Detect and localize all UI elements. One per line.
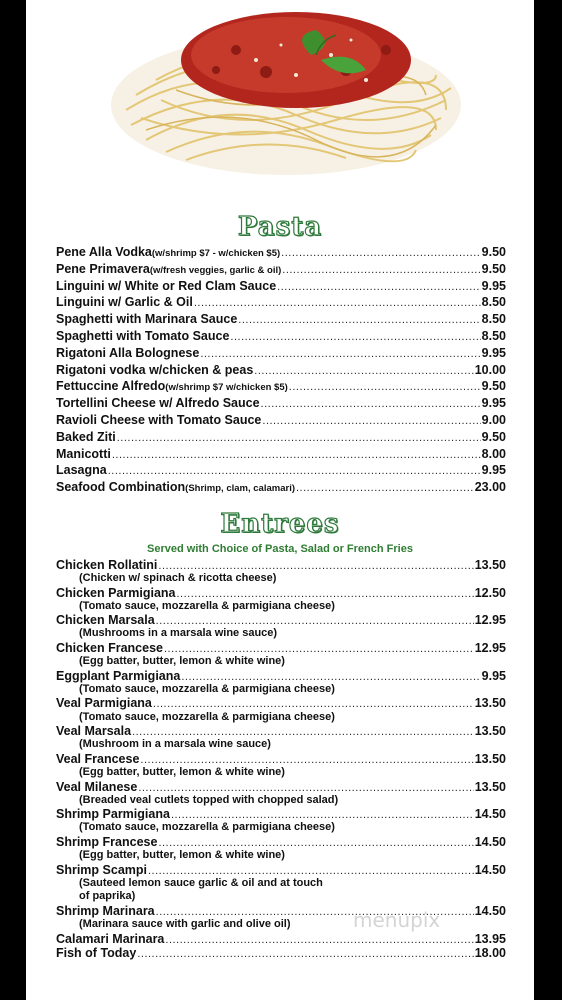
menu-item-description: (Chicken w/ spinach & ricotta cheese) bbox=[79, 572, 277, 585]
menu-item-name: Fettuccine Alfredo bbox=[56, 379, 166, 394]
menu-item-row bbox=[56, 261, 506, 278]
menu-item-row bbox=[56, 863, 506, 877]
dot-leader bbox=[108, 463, 481, 479]
menu-item-price: 14.50 bbox=[474, 807, 506, 822]
menu-item-name: Seafood Combination bbox=[56, 480, 186, 495]
menu-item-name: Pene Alla Vodka bbox=[56, 245, 152, 259]
menu-item-row bbox=[56, 696, 506, 710]
menu-item-row bbox=[56, 244, 506, 261]
menu-item-row bbox=[56, 328, 506, 345]
menu-item-row bbox=[56, 752, 506, 766]
dot-leader bbox=[132, 725, 474, 738]
menu-page bbox=[26, 0, 534, 1000]
menu-item-description: (Breaded veal cutlets topped with chopped salad) bbox=[79, 793, 339, 806]
menu-item-name: Linguini w/ Garlic & Oil bbox=[56, 295, 193, 310]
menu-item-note: (Shrimp, clam, calamari) bbox=[185, 483, 295, 495]
dot-leader bbox=[165, 933, 473, 946]
menu-item-row bbox=[56, 446, 506, 463]
entrees-heading: Entrees bbox=[220, 509, 340, 539]
spaghetti-image bbox=[86, 0, 486, 200]
menu-item-name: Veal Francese bbox=[56, 751, 140, 766]
menu-item-row bbox=[56, 345, 506, 362]
menu-item-price: 12.95 bbox=[474, 641, 506, 656]
menu-item-name: Pene Primavera bbox=[56, 261, 150, 276]
menu-item-row bbox=[56, 311, 506, 328]
dot-leader bbox=[164, 642, 474, 655]
menu-item-name: Rigatoni vodka w/chicken & peas bbox=[56, 362, 254, 377]
menu-item-price: 12.50 bbox=[474, 585, 506, 600]
menu-item-description: (Egg batter, butter, lemon & white wine) bbox=[79, 765, 285, 778]
menu-item-name: Linguini w/ White or Red Clam Sauce bbox=[56, 278, 277, 293]
menu-item-name: Manicotti bbox=[56, 446, 111, 461]
menu-item-description: (Mushrooms in a marsala wine sauce) bbox=[79, 627, 278, 640]
menu-item-price: 18.00 bbox=[474, 945, 506, 960]
dot-leader bbox=[238, 312, 480, 328]
dot-leader bbox=[181, 670, 480, 683]
menu-item-row bbox=[56, 586, 506, 600]
menu-item-price: 8.50 bbox=[481, 312, 506, 327]
menu-item-price: 9.95 bbox=[481, 278, 506, 293]
dot-leader bbox=[282, 262, 480, 278]
menu-item-name: Eggplant Parmigiana bbox=[56, 668, 181, 683]
watermark: menupix bbox=[353, 908, 441, 932]
menu-item-price: 23.00 bbox=[474, 480, 506, 495]
menu-item-price: 12.95 bbox=[474, 613, 506, 628]
dot-leader bbox=[289, 379, 481, 395]
menu-item-price: 9.50 bbox=[481, 261, 506, 276]
dot-leader bbox=[158, 836, 473, 849]
menu-item-row bbox=[56, 429, 506, 446]
menu-item-price: 8.50 bbox=[481, 328, 506, 343]
menu-item-row bbox=[56, 395, 506, 412]
menu-item-name: Lasagna bbox=[56, 463, 107, 478]
menu-item-price: 13.50 bbox=[474, 696, 506, 711]
dot-leader bbox=[158, 559, 473, 572]
dot-leader bbox=[137, 947, 473, 960]
menu-item-description: of paprika) bbox=[79, 890, 136, 903]
menu-item-price: 9.50 bbox=[481, 429, 506, 444]
menu-item-name: Veal Marsala bbox=[56, 724, 132, 739]
menu-item-name: Chicken Parmigiana bbox=[56, 585, 176, 600]
menu-item-name: Shrimp Francese bbox=[56, 834, 158, 849]
dot-leader bbox=[194, 295, 481, 311]
dot-leader bbox=[262, 413, 480, 429]
dot-leader bbox=[281, 245, 480, 261]
menu-item-price: 8.50 bbox=[481, 295, 506, 310]
dot-leader bbox=[153, 697, 474, 710]
menu-item-row bbox=[56, 278, 506, 295]
menu-item-name: Shrimp Scampi bbox=[56, 862, 147, 877]
menu-item-price: 9.95 bbox=[481, 463, 506, 478]
menu-item-description: (Egg batter, butter, lemon & white wine) bbox=[79, 655, 285, 668]
menu-item-price: 9.95 bbox=[481, 668, 506, 683]
menu-item-note: (w/shrimp $7 w/chicken $5) bbox=[165, 382, 288, 394]
dot-leader bbox=[200, 346, 480, 362]
pasta-heading: Pasta bbox=[237, 212, 323, 242]
menu-item-price: 14.50 bbox=[474, 862, 506, 877]
menu-item-price: 13.50 bbox=[474, 558, 506, 572]
dot-leader bbox=[261, 396, 481, 412]
dot-leader bbox=[230, 329, 480, 345]
menu-item-name: Tortellini Cheese w/ Alfredo Sauce bbox=[56, 396, 260, 411]
menu-item-row bbox=[56, 412, 506, 429]
menu-item-name: Baked Ziti bbox=[56, 429, 116, 444]
menu-item-name: Shrimp Parmigiana bbox=[56, 807, 170, 822]
menu-item-description: (Mushroom in a marsala wine sauce) bbox=[79, 738, 271, 751]
menu-item-row bbox=[56, 294, 506, 311]
dot-leader bbox=[148, 864, 474, 877]
menu-item-name: Spaghetti with Tomato Sauce bbox=[56, 328, 230, 343]
menu-item-row bbox=[56, 807, 506, 821]
dot-leader bbox=[140, 753, 473, 766]
menu-item-note: (w/fresh veggies, garlic & oil) bbox=[149, 264, 282, 276]
entrees-list bbox=[56, 558, 506, 960]
menu-item-price: 13.50 bbox=[474, 751, 506, 766]
menu-item-note: (w/shrimp $7 - w/chicken $5) bbox=[151, 248, 281, 259]
dot-leader bbox=[296, 480, 474, 496]
menu-item-name: Chicken Marsala bbox=[56, 613, 155, 628]
menu-item-row bbox=[56, 378, 506, 395]
menu-item-name: Veal Milanese bbox=[56, 779, 138, 794]
menu-item-price: 9.00 bbox=[481, 412, 506, 427]
menu-item-price: 8.00 bbox=[481, 446, 506, 461]
menu-item-row bbox=[56, 462, 506, 479]
menu-item-price: 14.50 bbox=[474, 834, 506, 849]
menu-item-price: 13.50 bbox=[474, 724, 506, 739]
menu-item-name: Calamari Marinara bbox=[56, 931, 165, 946]
menu-item-name: Shrimp Marinara bbox=[56, 903, 155, 918]
menu-item-row bbox=[56, 479, 506, 496]
menu-item-row bbox=[56, 641, 506, 655]
dot-leader bbox=[171, 808, 474, 821]
menu-item-row bbox=[56, 613, 506, 627]
dot-leader bbox=[117, 430, 481, 446]
menu-item-description: (Tomato sauce, mozzarella & parmigiana cheese) bbox=[79, 599, 335, 612]
menu-item-description: (Marinara sauce with garlic and olive oil) bbox=[79, 917, 291, 930]
menu-item-row bbox=[56, 669, 506, 683]
menu-item-description: (Tomato sauce, mozzarella & parmigiana cheese) bbox=[79, 821, 335, 834]
menu-item-price: 9.95 bbox=[481, 396, 506, 411]
menu-item-row bbox=[56, 724, 506, 738]
menu-item-name: Ravioli Cheese with Tomato Sauce bbox=[56, 412, 262, 427]
dot-leader bbox=[254, 363, 473, 379]
menu-item-price: 9.50 bbox=[481, 379, 506, 394]
dot-leader bbox=[277, 279, 480, 295]
menu-item-price: 13.95 bbox=[474, 931, 506, 946]
pasta-list bbox=[56, 244, 506, 496]
menu-item-price: 9.95 bbox=[481, 345, 506, 360]
menu-item-row bbox=[56, 558, 506, 572]
dot-leader bbox=[156, 614, 474, 627]
dot-leader bbox=[112, 447, 481, 463]
dot-leader bbox=[138, 781, 473, 794]
menu-item-name: Fish of Today bbox=[56, 945, 137, 960]
menu-item-row bbox=[56, 835, 506, 849]
menu-item-name: Veal Parmigiana bbox=[56, 696, 152, 711]
menu-item-row bbox=[56, 780, 506, 794]
menu-item-name: Rigatoni Alla Bolognese bbox=[56, 345, 200, 360]
menu-item-name: Chicken Rollatini bbox=[56, 558, 158, 572]
menu-item-description: (Sauteed lemon sauce garlic & oil and at touch bbox=[79, 876, 323, 889]
menu-item-row bbox=[56, 362, 506, 379]
menu-item-description: (Egg batter, butter, lemon & white wine) bbox=[79, 848, 285, 861]
menu-item-row bbox=[56, 932, 506, 946]
menu-item-description: (Tomato sauce, mozzarella & parmigiana cheese) bbox=[79, 682, 335, 695]
menu-item-row bbox=[56, 946, 506, 960]
menu-item-price: 14.50 bbox=[474, 903, 506, 918]
menu-item-name: Chicken Francese bbox=[56, 641, 163, 656]
entrees-subtitle: Served with Choice of Pasta, Salad or French Fries bbox=[147, 543, 413, 555]
menu-item-price: 9.50 bbox=[481, 245, 506, 259]
menu-item-name: Spaghetti with Marinara Sauce bbox=[56, 312, 238, 327]
menu-item-price: 13.50 bbox=[474, 779, 506, 794]
menu-item-price: 10.00 bbox=[474, 362, 506, 377]
menu-item-description: (Tomato sauce, mozzarella & parmigiana cheese) bbox=[79, 710, 335, 723]
dot-leader bbox=[177, 587, 474, 600]
